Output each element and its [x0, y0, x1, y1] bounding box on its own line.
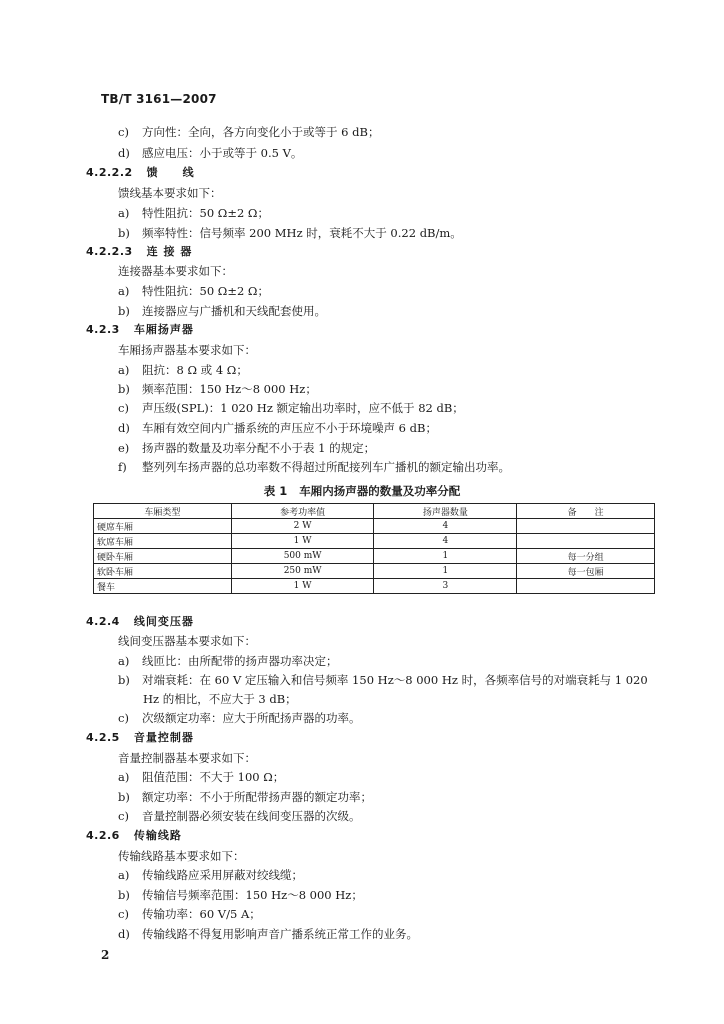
list-item: d) 车厢有效空间内广播系统的声压应不小于环境噪声 6 dB；: [118, 421, 437, 435]
list-item: a) 线匝比：由所配带的扬声器功率决定；: [118, 654, 338, 668]
table-cell: 4: [374, 534, 517, 549]
table-cell: 硬席车厢: [94, 519, 232, 534]
list-item: f) 整列列车扬声器的总功率数不得超过所配接列车广播机的额定输出功率。: [118, 460, 510, 474]
list-item: c) 音量控制器必须安装在线间变压器的次级。: [118, 809, 361, 823]
document-header: TB/T 3161—2007: [101, 92, 217, 106]
table-cell: 500 mW: [231, 549, 374, 564]
list-item: b) 传输信号频率范围：150 Hz～8 000 Hz；: [118, 888, 363, 902]
column-header: 备 注: [517, 504, 655, 519]
table-row: [94, 519, 655, 534]
table-cell: 硬卧车厢: [94, 549, 232, 564]
list-item-continuation: Hz 的相比，不应大于 3 dB；: [143, 692, 297, 706]
section-heading: 4.2.5 音量控制器: [86, 731, 194, 744]
list-item: a) 阻值范围：不大于 100 Ω；: [118, 770, 285, 784]
list-item: b) 对端衰耗：在 60 V 定压输入和信号频率 150 Hz～8 000 Hz 时，各频率信号的对端衰耗与 1 020: [118, 673, 648, 687]
section-heading: 4.2.6 传输线路: [86, 829, 182, 842]
list-item: a) 特性阻抗：50 Ω±2 Ω；: [118, 284, 269, 298]
list-item: e) 扬声器的数量及功率分配不小于表 1 的规定；: [118, 441, 376, 455]
list-item: b) 额定功率：不小于所配带扬声器的额定功率；: [118, 790, 372, 804]
list-item: d) 感应电压：小于或等于 0.5 V。: [118, 146, 303, 160]
section-intro: 音量控制器基本要求如下：: [118, 751, 256, 765]
table-cell: 每一分组: [517, 549, 655, 564]
table-cell: 1: [374, 564, 517, 579]
table-cell: [517, 579, 655, 594]
table-caption: 表 1 车厢内扬声器的数量及功率分配: [263, 484, 461, 498]
list-item: a) 传输线路应采用屏蔽对绞线缆；: [118, 868, 303, 882]
list-item: b) 连接器应与广播机和天线配套使用。: [118, 304, 326, 318]
list-item: c) 方向性：全向，各方向变化小于或等于 6 dB；: [118, 125, 380, 139]
section-heading: 4.2.2.3 连 接 器: [86, 245, 193, 258]
table-cell: [517, 534, 655, 549]
table-cell: 3: [374, 579, 517, 594]
table-cell: 250 mW: [231, 564, 374, 579]
section-heading: 4.2.3 车厢扬声器: [86, 323, 194, 336]
table-row: [94, 534, 655, 549]
table-cell: 软席车厢: [94, 534, 232, 549]
list-item: c) 声压级(SPL)：1 020 Hz 额定输出功率时，应不低于 82 dB；: [118, 401, 464, 415]
list-item: b) 频率特性：信号频率 200 MHz 时，衰耗不大于 0.22 dB/m。: [118, 226, 462, 240]
list-item: c) 传输功率：60 V/5 A；: [118, 907, 261, 921]
section-intro: 馈线基本要求如下：: [118, 186, 222, 200]
table-header-row: [94, 504, 655, 519]
table-cell: 软卧车厢: [94, 564, 232, 579]
speaker-allocation-table: [93, 503, 655, 594]
table-row: [94, 549, 655, 564]
table-cell: 每一包厢: [517, 564, 655, 579]
column-header: 参考功率值: [231, 504, 374, 519]
page-number: 2: [101, 948, 110, 962]
section-heading: 4.2.4 线间变压器: [86, 615, 194, 628]
table-cell: 餐车: [94, 579, 232, 594]
list-item: c) 次级额定功率：应大于所配扬声器的功率。: [118, 711, 361, 725]
list-item: b) 频率范围：150 Hz～8 000 Hz；: [118, 382, 317, 396]
table-cell: [517, 519, 655, 534]
list-item: a) 阻抗：8 Ω 或 4 Ω；: [118, 363, 248, 377]
table-cell: 1 W: [231, 579, 374, 594]
column-header: 扬声器数量: [374, 504, 517, 519]
section-intro: 线间变压器基本要求如下：: [118, 634, 256, 648]
section-intro: 车厢扬声器基本要求如下：: [118, 343, 256, 357]
table-cell: 1: [374, 549, 517, 564]
table-row: [94, 579, 655, 594]
column-header: 车厢类型: [94, 504, 232, 519]
list-item: a) 特性阻抗：50 Ω±2 Ω；: [118, 206, 269, 220]
list-item: d) 传输线路不得复用影响声音广播系统正常工作的业务。: [118, 927, 418, 941]
table-row: [94, 564, 655, 579]
section-intro: 传输线路基本要求如下：: [118, 849, 245, 863]
section-intro: 连接器基本要求如下：: [118, 264, 233, 278]
table-cell: 4: [374, 519, 517, 534]
section-heading: 4.2.2.2 馈 线: [86, 166, 195, 179]
table-cell: 1 W: [231, 534, 374, 549]
table-cell: 2 W: [231, 519, 374, 534]
